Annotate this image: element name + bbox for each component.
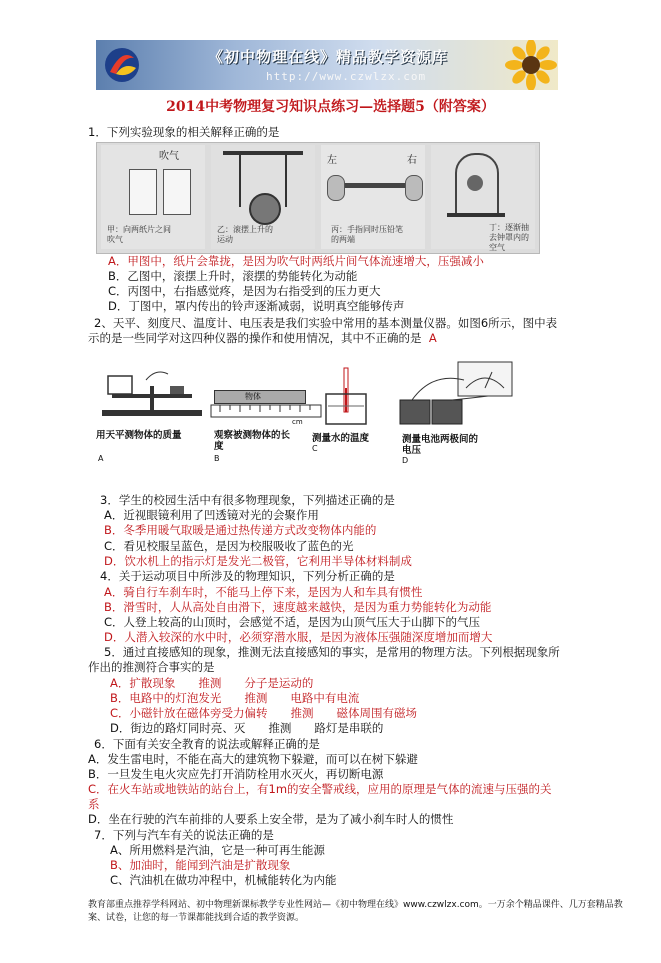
q2-caption-d: 测量电池两极间的电压 bbox=[402, 434, 479, 456]
q4-option-b: B．滑雪时，人从高处自由滑下，速度越来越快，是因为重力势能转化为动能 bbox=[104, 600, 492, 614]
q1-figure-a bbox=[101, 145, 205, 249]
q1-figure-c bbox=[321, 145, 425, 249]
q5-option-a: A．扩散现象 推测 分子是运动的 bbox=[110, 676, 314, 690]
q1-option-b: B．乙图中，滚摆上升时，滚摆的势能转化为动能 bbox=[108, 269, 358, 283]
q5-option-d: D．街边的路灯同时亮、灭 推测 路灯是串联的 bbox=[110, 721, 384, 735]
q1-figure-d bbox=[431, 145, 535, 252]
q7-stem: 7．下列与汽车有关的说法正确的是 bbox=[94, 828, 274, 842]
q7-option-b: B、加油时，能闻到汽油是扩散现象 bbox=[110, 858, 291, 872]
q2-letter-a: A bbox=[98, 454, 104, 463]
site-logo-icon bbox=[102, 44, 142, 86]
q3-option-c: C．看见校服呈蓝色，是因为校服吸收了蓝色的光 bbox=[104, 539, 354, 553]
paper-sheet bbox=[163, 169, 191, 215]
q1-label-right: 右 bbox=[407, 155, 417, 166]
q1-caption-b: 乙：滚摆上升的运动 bbox=[217, 225, 273, 244]
q7-option-c: C、汽油机在做功冲程中，机械能转化为内能 bbox=[110, 873, 337, 887]
q1-caption-c: 丙：手指同时压铅笔的两端 bbox=[331, 225, 403, 244]
q3-option-a: A．近视眼镜利用了凹透镜对光的会聚作用 bbox=[104, 508, 319, 522]
q1-label-blow: 吹气 bbox=[159, 151, 179, 162]
q2-stem-line2: 示的是一些同学对这四种仪器的操作和使用情况，其中不正确的是 A bbox=[88, 331, 437, 345]
q2-letter-b: B bbox=[214, 454, 220, 463]
q3-stem: 3．学生的校园生活中有很多物理现象，下列描述正确的是 bbox=[100, 493, 395, 507]
q1-option-d: D．丁图中，罩内传出的铃声逐渐减弱，说明真空能够传声 bbox=[108, 299, 405, 313]
q2-caption-c: 测量水的温度 bbox=[312, 433, 370, 444]
measured-object: 物体 bbox=[214, 390, 306, 404]
q3-option-d: D．饮水机上的指示灯是发光二极管，它利用半导体材料制成 bbox=[104, 554, 412, 568]
thermometer-icon bbox=[316, 360, 376, 428]
q1-label-left: 左 bbox=[327, 155, 337, 166]
paper-sheet bbox=[129, 169, 157, 215]
q1-figure-b bbox=[211, 145, 315, 249]
q4-option-a: A．骑自行车刹车时，不能马上停下来，是因为人和车具有惯性 bbox=[104, 585, 423, 599]
q2-figure bbox=[96, 360, 526, 466]
q3-option-b: B．冬季用暖气取暖是通过热传递方式改变物体内能的 bbox=[104, 523, 377, 537]
bell-icon bbox=[467, 175, 483, 191]
q1-caption-d: 丁：逐渐抽去钟罩内的空气 bbox=[489, 223, 529, 252]
q6-option-d: D．坐在行驶的汽车前排的人要系上安全带，是为了减小刹车时人的惯性 bbox=[88, 812, 454, 826]
q6-option-c-cont: 系 bbox=[88, 797, 100, 811]
q2-letter-d: D bbox=[402, 456, 409, 465]
q1-caption-a: 甲：向两纸片之间吹气 bbox=[107, 225, 171, 244]
sunflower-icon bbox=[504, 40, 558, 90]
q1-option-a: A．甲图中，纸片会靠拢，是因为吹气时两纸片间气体流速增大，压强减小 bbox=[108, 254, 484, 268]
q2-stem-line1: 2、天平、刻度尺、温度计、电压表是我们实验中常用的基本测量仪器。如图6所示，图中表 bbox=[94, 316, 558, 330]
q4-option-d: D．人潜入较深的水中时，必须穿潜水服，是因为液体压强随深度增加而增大 bbox=[104, 630, 493, 644]
banner-title: 《初中物理在线》精品教学资源库 bbox=[208, 48, 449, 66]
q5-option-b: B．电路中的灯泡发光 推测 电路中有电流 bbox=[110, 691, 360, 705]
q4-option-c: C．人登上较高的山顶时，会感觉不适，是因为山顶气压大于山脚下的气压 bbox=[104, 615, 481, 629]
page-footer: 教育部重点推荐学科网站、初中物理新课标教学专业性网站—《初中物理在线》www.czwlzx.com。一万余个精品课件、几万套精品教案、试卷，让您的每一节课都能找到合适的教学资源。 bbox=[88, 900, 623, 923]
pencil bbox=[339, 183, 409, 188]
balance-icon bbox=[96, 366, 208, 426]
q1-stem: 1．下列实验现象的相关解释正确的是 bbox=[88, 125, 280, 139]
q5-stem-line1: 5．通过直接感知的现象，推测无法直接感知的事实，是常用的物理方法。下列根据现象所 bbox=[104, 645, 560, 659]
pendulum-wheel bbox=[249, 193, 281, 225]
banner-url[interactable]: http://www.czwlzx.com bbox=[266, 70, 427, 83]
q2-letter-c: C bbox=[312, 444, 318, 453]
header-banner bbox=[96, 40, 558, 90]
ruler-unit: cm bbox=[292, 418, 303, 426]
voltmeter-icon bbox=[392, 360, 524, 432]
q6-stem: 6．下面有关安全教育的说法或解释正确的是 bbox=[94, 737, 320, 751]
q2-caption-b: 观察被测物体的长度 bbox=[214, 430, 291, 452]
q5-option-c: C．小磁针放在磁体旁受力偏转 推测 磁体周围有磁场 bbox=[110, 706, 418, 720]
q6-option-b: B．一旦发生电火灾应先打开消防栓用水灭火，再切断电源 bbox=[88, 767, 384, 781]
q5-stem-line2: 作出的推测符合事实的是 bbox=[88, 660, 215, 674]
q6-option-c: C．在火车站或地铁站的站台上，有1m的安全警戒线，应用的原理是气体的流速与压强的关 bbox=[88, 782, 552, 796]
ruler-icon bbox=[210, 404, 322, 418]
q2-caption-a: 用天平测物体的质量 bbox=[96, 430, 182, 441]
q2-answer: A bbox=[428, 331, 437, 345]
page-title: 2014中考物理复习知识点练习—选择题5（附答案） bbox=[166, 99, 495, 115]
q7-option-a: A、所用燃料是汽油，它是一种可再生能源 bbox=[110, 843, 325, 857]
q1-figure bbox=[96, 142, 540, 254]
q4-stem: 4．关于运动项目中所涉及的物理知识，下列分析正确的是 bbox=[100, 569, 395, 583]
q6-option-a: A．发生雷电时，不能在高大的建筑物下躲避，而可以在树下躲避 bbox=[88, 752, 418, 766]
q1-option-c: C．丙图中，右指感觉疼，是因为右指受到的压力更大 bbox=[108, 284, 381, 298]
